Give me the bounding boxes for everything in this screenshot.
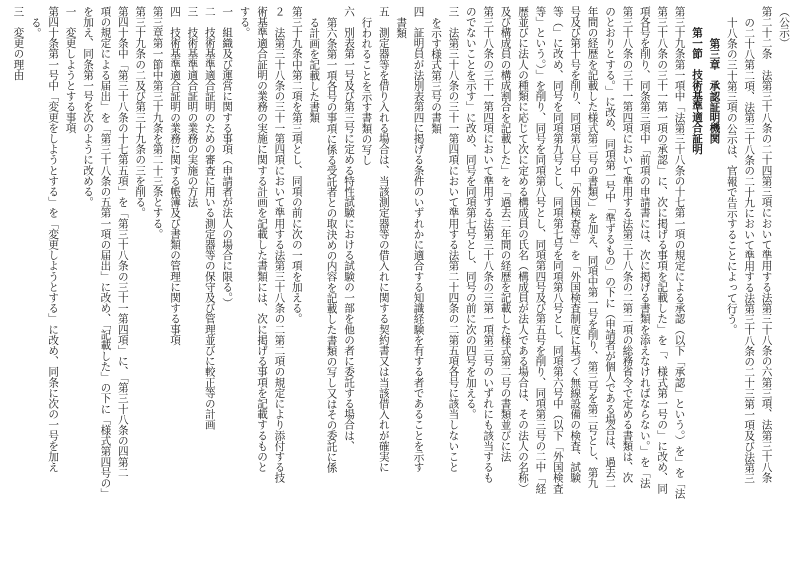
text-column-c11: のとおりとする。」に改め、同項第一号中「準ずるもの」の下に（申請者が個人である場合は、過去二 bbox=[604, 6, 616, 489]
text-column-c02: 第二十二条 法第三十八条の二十四第三項において準用する法第三十八条の六第三項、法第三十八条 bbox=[760, 6, 773, 483]
text-column-c20: 三 法第三十八条の三十一第四項において準用する法第二十四条の二第五項各号に該当しないこと bbox=[447, 6, 460, 473]
text-column-c24: 五 測定器等を借り入れる場合は、当該測定器等の借入れに関する契約書又は当該借入れが確実に bbox=[377, 6, 390, 473]
text-column-c27: 第六条第一項各号の事項に係る受託者との取決めの内容を記載した書類の写し又はその委託に係 bbox=[325, 16, 338, 473]
text-column-c05: 第三章 承認証明機関 bbox=[708, 37, 721, 144]
text-column-c23: 書類 bbox=[395, 16, 408, 38]
text-column-c17: 及び構成員の構成割合を記載した」を「過去二年間の経歴を記載した様式第二号の書類並びに法 bbox=[499, 6, 512, 462]
text-column-c14: 等（」に改め、同号を同項第九号とし、同項第七号を同項第八号とし、同項第六号中（以下「外国検査 bbox=[551, 6, 564, 494]
text-column-c07: 第三十九条第一項中「法第三十八条の十七第一項の規定による承認（以下「承認」という。）を」を「法 bbox=[673, 6, 686, 499]
text-column-c39: 第四十条中「第三十八条の十七第五項」を「第三十八条の三十一第四項」に、「第三十八条の四第二 bbox=[116, 6, 129, 478]
text-column-c19: のでないことを示す」に改め、同号を同項第七号とし、同号の前に次の四号を加える。 bbox=[464, 6, 477, 420]
text-column-c45: 三 変更の理由 bbox=[12, 6, 25, 81]
text-column-c44: る。 bbox=[29, 16, 42, 38]
text-column-c03: の二十八第二項、法第三十八条の二十九において準用する法第三十八条の二十三第一項及び法第三 bbox=[743, 16, 756, 483]
text-column-c37: 第三章第一節中第三十九条を第二十三条とする。 bbox=[151, 6, 164, 240]
text-column-c36: 四 技術基準適合証明の業務に関する帳簿及び書類の管理に関する事項 bbox=[169, 6, 181, 346]
text-column-c32: する。 bbox=[238, 6, 251, 38]
text-column-c26: 六 別表第一号及び第三号に定める特性試験における試験の一部を他の者に委託する場合は、 bbox=[343, 6, 355, 452]
text-column-c16: 歴並びに法人の種類に応じて次に定める構成員の氏名（構成員が法人である場合は、その法人の名称） bbox=[517, 6, 529, 494]
text-column-c08: 第三十八条の三十一第一項の承認」に、次に掲げる事項を記載した」を「、様式第一号の」に改め、同 bbox=[656, 6, 669, 494]
text-column-c22: 四 証明員が法別表第四に掲げる条件のいずれかに適合する知識経験を有する者であることを示す bbox=[412, 6, 425, 473]
text-column-c28: る計画を記載した書類 bbox=[308, 16, 321, 123]
text-column-c41: を加え、同条第一号を次のように改める。 bbox=[82, 6, 94, 208]
text-column-c21: を示す様式第三号の書類 bbox=[430, 16, 442, 134]
text-column-c13: 号及び第十号を削り、同項第八号中「外国検査等」を「外国検査制度に基づく無線設備の検査、試験 bbox=[569, 6, 582, 483]
text-column-c01: （公示） bbox=[778, 6, 790, 49]
text-column-c06: 第一節 技術基準適合証明 bbox=[691, 27, 703, 155]
text-column-c18: 第三十八条の三十一第四項において準用する法第三十八条の三第一項第三号のいずれにも該当するも bbox=[482, 6, 495, 483]
document-page bbox=[6, 6, 792, 560]
text-column-c29: 第三十九条中第二項を第三項とし、同項の前に次の一項を加える。 bbox=[290, 6, 303, 324]
text-column-c35: 三 技術基準適合証明の業務の実施の方法 bbox=[186, 6, 199, 208]
text-column-c12: 年間の経歴を記載した様式第二号の書類）」を加え、同項中第一号を削り、第三号を第二号とし、第九 bbox=[586, 6, 599, 489]
text-column-c10: 第三十八条の三十一第四項において準用する法第三十八条の二第二項の総務省令で定める書類は、次 bbox=[621, 6, 634, 483]
text-column-c15: 等」という。）」を削り、同号を同項第八号とし、同項第四号及び第五号を削り、同項第三号の二中「経 bbox=[534, 6, 547, 494]
text-column-c43: 第四十条第一号中「変更をしようとする」を「変更しようとする」に改め、同条に次の一号を加え bbox=[47, 6, 60, 473]
text-column-c31: 術基準適合証明の業務の実施に関する計画を記載した書類には、次に掲げる事項を記載するものと bbox=[256, 6, 268, 473]
text-column-c30: ２ 法第三十八条の三十一第四項において準用する法第三十八条の二第二項の規定により添付する技 bbox=[273, 6, 286, 483]
text-column-c34: 二 技術基準適合証明のための審査に用いる測定器等の保守及び管理並びに較正等の計画 bbox=[203, 6, 216, 430]
text-column-c09: 項各号を削り、同条第三項中「前項の申請書には、次に掲げる書類を添えなければならない。」を「法 bbox=[638, 6, 651, 489]
text-column-c33: 一 組織及び運営に関する事項（申請者が法人の場合に限る。） bbox=[221, 6, 234, 309]
text-column-c25: 行われることを示す書類の写し bbox=[360, 16, 373, 165]
text-column-c42: 一 変更しようとする事項 bbox=[64, 6, 77, 134]
text-column-c40: 項の規定による届出」を「第三十八条の五第一項の届出」に改め、「記載した」の下に「様式第四号の」 bbox=[99, 6, 112, 499]
text-column-c04: 十八条の三十第三項の公示は、官報で告示することによって行う。 bbox=[725, 16, 738, 335]
text-column-c38: 第三十九条の二及び第三十九条の三を削る。 bbox=[134, 6, 147, 218]
